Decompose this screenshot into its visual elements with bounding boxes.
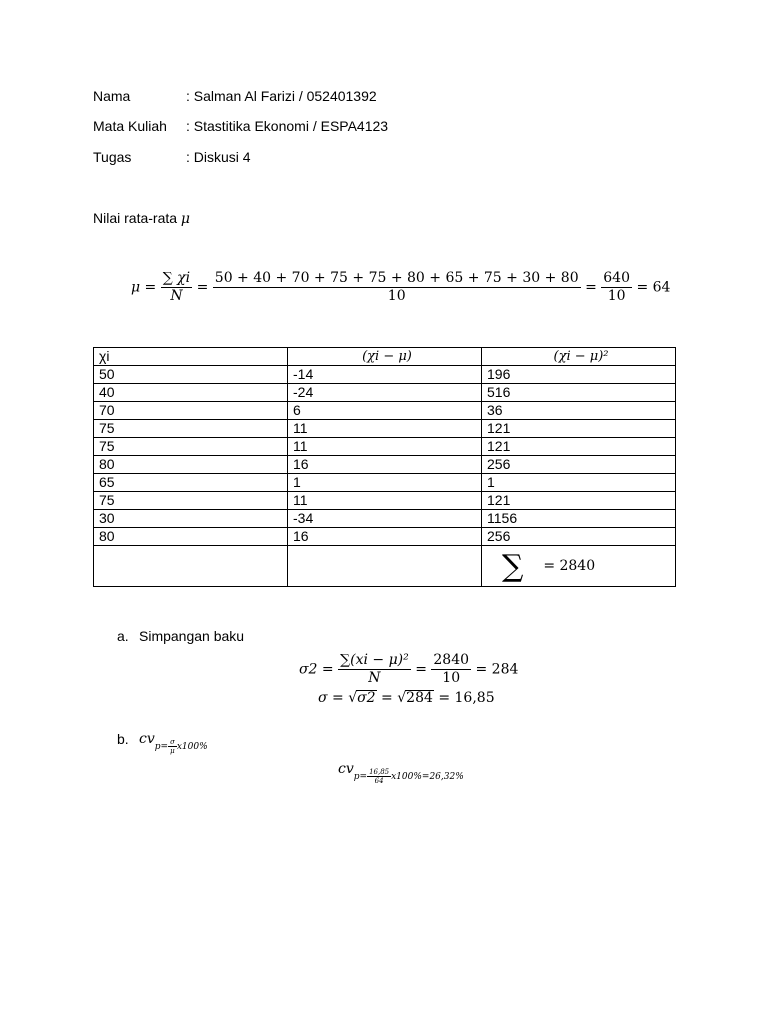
cv-def-subscript: p= σ μ x100% — [154, 738, 208, 755]
mean-eq2: = — [585, 279, 597, 296]
cv-def-symbol: cv — [139, 731, 155, 747]
cell-squared: 121 — [482, 438, 676, 456]
sum-value: = 2840 — [543, 557, 596, 574]
table-row — [94, 456, 676, 474]
cell-squared: 121 — [482, 420, 676, 438]
cell-deviation: 11 — [288, 438, 482, 456]
stddev-formula — [318, 690, 495, 706]
deviation-table — [93, 347, 676, 587]
mean-eq1: = — [196, 279, 209, 296]
table-row — [94, 528, 676, 546]
sqrt-icon: √ — [348, 690, 358, 706]
cell-deviation: 11 — [288, 492, 482, 510]
variance-eq1: = — [415, 661, 427, 678]
tugas-value: : Diskusi 4 — [186, 149, 251, 165]
nama-row — [93, 88, 130, 104]
table-row — [94, 474, 676, 492]
nama-value: : Salman Al Farizi / 052401392 — [186, 88, 377, 104]
cell-xi: 75 — [94, 492, 288, 510]
mean-total-num: 640 — [603, 270, 630, 286]
variance-value-fraction — [431, 652, 471, 687]
mean-sum-fraction — [161, 270, 192, 305]
mata-kuliah-label: Mata Kuliah — [93, 118, 167, 134]
cell-squared: 196 — [482, 366, 676, 384]
cell-deviation: 16 — [288, 528, 482, 546]
mean-title: Nilai rata-rata μ — [93, 210, 191, 227]
mean-formula — [131, 270, 670, 305]
tugas-label: Tugas — [93, 149, 132, 165]
sqrt-icon: √ — [397, 690, 407, 706]
table-row — [94, 510, 676, 528]
cell-xi: 65 — [94, 474, 288, 492]
mean-expansion-fraction — [213, 270, 581, 305]
mean-lhs: μ = — [131, 279, 157, 296]
variance-den: N — [368, 670, 381, 686]
part-a-marker: a. — [117, 628, 129, 644]
table-row — [94, 402, 676, 420]
mean-total-den: 10 — [607, 288, 626, 304]
variance-den2: 10 — [442, 670, 461, 686]
stddev-result: = 16,85 — [438, 690, 495, 706]
mean-total-fraction — [601, 270, 632, 305]
part-a-title: Simpangan baku — [139, 628, 245, 644]
nama-label: Nama — [93, 88, 131, 104]
cell-xi: 80 — [94, 456, 288, 474]
cv-def-fraction: $\frac{\sigma}{\mu}$ — [170, 738, 175, 755]
cell-deviation: 1 — [288, 474, 482, 492]
part-b-marker: b. — [117, 731, 129, 747]
cell-deviation: 11 — [288, 420, 482, 438]
sum-empty-cell-2 — [288, 546, 482, 587]
cell-squared: 256 — [482, 528, 676, 546]
cell-xi: 70 — [94, 402, 288, 420]
variance-formula — [299, 652, 518, 687]
mean-expansion-den: 10 — [387, 288, 406, 304]
cell-squared: 1 — [482, 474, 676, 492]
cell-deviation: 16 — [288, 456, 482, 474]
sum-symbol: ∑ — [502, 548, 524, 584]
variance-num2: 2840 — [433, 652, 470, 668]
table-row — [94, 384, 676, 402]
mean-expansion-num: 50 + 40 + 70 + 75 + 75 + 80 + 65 + 75 + 30 + 80 — [214, 270, 579, 286]
cv-calculation — [338, 761, 464, 785]
cv-definition — [139, 731, 208, 755]
cell-deviation: -14 — [288, 366, 482, 384]
variance-fraction — [338, 652, 411, 687]
cv-calc-symbol: cv — [338, 761, 354, 777]
stddev-root2: 284 — [406, 690, 433, 706]
table-row — [94, 420, 676, 438]
cell-xi: 75 — [94, 420, 288, 438]
stddev-lhs: σ = — [318, 690, 344, 706]
cell-squared: 121 — [482, 492, 676, 510]
cell-deviation: -34 — [288, 510, 482, 528]
sum-cell — [482, 546, 676, 587]
mata-kuliah-value: : Stastitika Ekonomi / ESPA4123 — [186, 118, 389, 134]
cell-xi: 50 — [94, 366, 288, 384]
cv-calc-subscript: p= 16,85 64 x100%=26,32% — [353, 768, 464, 785]
cell-deviation: -24 — [288, 384, 482, 402]
table-row — [94, 492, 676, 510]
stddev-eq: = — [381, 690, 393, 706]
mu-symbol: μ — [180, 211, 191, 227]
sum-empty-cell-1 — [94, 546, 288, 587]
variance-lhs: σ2 = — [299, 661, 334, 678]
table-sum-row — [94, 546, 676, 587]
header-xi: χi — [94, 348, 288, 366]
cell-xi: 40 — [94, 384, 288, 402]
header-squared-deviation: (χi − μ)² — [482, 348, 676, 366]
cell-squared: 36 — [482, 402, 676, 420]
mean-sum-den: N — [170, 288, 183, 304]
table-row — [94, 366, 676, 384]
mean-sum-num: ∑ χi — [162, 270, 191, 286]
variance-result: = 284 — [475, 661, 519, 678]
cell-squared: 516 — [482, 384, 676, 402]
cell-deviation: 6 — [288, 402, 482, 420]
cell-squared: 1156 — [482, 510, 676, 528]
cell-squared: 256 — [482, 456, 676, 474]
variance-num: ∑(xi − μ)² — [340, 652, 409, 668]
table-header-row — [94, 348, 676, 366]
stddev-root1: σ2 — [357, 690, 376, 706]
cell-xi: 30 — [94, 510, 288, 528]
cv-calc-fraction: $\frac{16,85}{64}$ — [369, 768, 390, 785]
header-deviation: (χi − μ) — [288, 348, 482, 366]
mean-result: = 64 — [636, 279, 671, 296]
cell-xi: 80 — [94, 528, 288, 546]
table-row — [94, 438, 676, 456]
cell-xi: 75 — [94, 438, 288, 456]
